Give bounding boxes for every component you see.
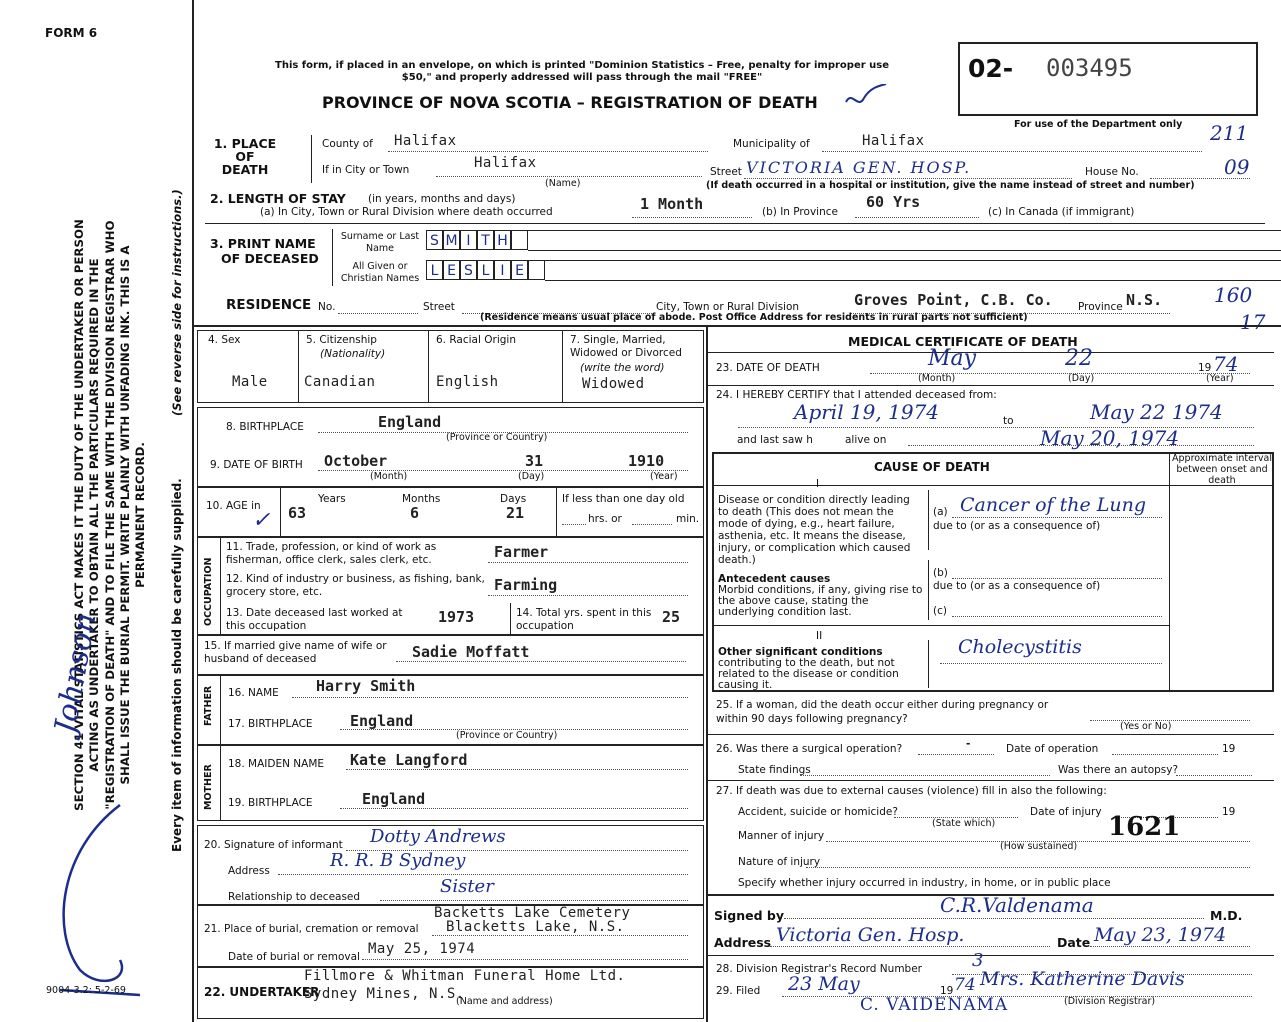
dob-month-caption: (Month) (370, 471, 408, 482)
father-name-label: 16. NAME (228, 687, 279, 699)
date-of-injury-label: Date of injury (1030, 806, 1102, 818)
death-year-caption: (Year) (1206, 373, 1234, 384)
given-cell: E (511, 260, 528, 280)
county-label: County of (322, 138, 373, 150)
birthplace-label: 8. BIRTHPLACE (226, 421, 304, 433)
racial-origin-value: English (436, 374, 499, 390)
surgical-op-answer: - (966, 738, 971, 750)
given-cell (528, 260, 545, 280)
city-value: Halifax (474, 155, 537, 171)
given-cell: I (494, 260, 511, 280)
record-number: 3 (972, 950, 984, 971)
md-label: M.D. (1210, 908, 1243, 923)
cause-c-label: (c) (933, 605, 947, 617)
dob-month: October (324, 452, 388, 470)
certify-label: 24. I HEREBY CERTIFY that I attended deceased from: (716, 389, 997, 401)
relationship-value: Sister (440, 876, 494, 897)
occupation-side-label: OCCUPATION (203, 557, 214, 626)
surname-cell: T (477, 230, 494, 250)
disease-label: Disease or condition directly leading to death (This does not mean the mode of dying, e.g., heart failure, asthenia, etc. It means the disease, injury, or complication which caused death.) (718, 494, 911, 566)
of-deceased-label: OF DECEASED (221, 251, 319, 266)
physician-date-label: Date (1057, 935, 1091, 950)
citizenship-label: 5. Citizenship (306, 334, 377, 346)
residence-city-label: City, Town or Rural Division (656, 301, 800, 313)
dept-use-label: For use of the Department only (1014, 119, 1183, 130)
city-label: If in City or Town (322, 164, 410, 176)
title-check-mark (842, 84, 888, 110)
street-value: VICTORIA GEN. HOSP. (746, 158, 972, 177)
age-years-label: Years (318, 493, 346, 505)
father-name-value: Harry Smith (316, 677, 416, 695)
physician-address-label: Address (714, 935, 772, 950)
marital-value: Widowed (582, 376, 645, 392)
residence-label: RESIDENCE (226, 297, 312, 313)
registrar-signature: Mrs. Katherine Davis (980, 968, 1185, 990)
nationality-sub: (Nationality) (320, 348, 386, 360)
surname-cell: S (426, 230, 443, 250)
every-item-note: Every item of information should be carefully supplied. (170, 478, 184, 852)
state-findings-label: State findings (738, 764, 811, 776)
house-value: 09 (1224, 155, 1250, 179)
undertaker-caption: (Name and address) (456, 996, 553, 1007)
stay-a-value: 1 Month (640, 195, 704, 213)
physician-date: May 23, 1974 (1094, 924, 1227, 946)
given-cell: E (443, 260, 460, 280)
burial-place-label: 21. Place of burial, cremation or removal (204, 923, 419, 935)
hours-label: hrs. or (588, 513, 622, 525)
autopsy-label: Was there an autopsy? (1058, 764, 1179, 776)
mother-birthplace-label: 19. BIRTHPLACE (228, 797, 313, 809)
cause-a-label: (a) (933, 506, 948, 518)
last-worked-label: 13. Date deceased last worked at this occupation (226, 607, 403, 632)
attended-to: May 22 1974 (1090, 400, 1223, 424)
sex-label: 4. Sex (208, 334, 241, 346)
burial-date-label: Date of burial or removal (228, 951, 360, 963)
given-cell: L (477, 260, 494, 280)
residence-province-label: Province (1078, 301, 1123, 313)
cause-of-death-title: CAUSE OF DEATH (874, 460, 990, 474)
citizenship-value: Canadian (304, 374, 376, 390)
age-months-label: Months (402, 493, 441, 505)
margin-scribble (20, 790, 150, 1010)
cause-b-label: (b) (933, 567, 948, 579)
physician-address: Victoria Gen. Hosp. (776, 924, 965, 946)
trade-label: 11. Trade, profession, or kind of work as fisherman, office clerk, sales clerk, etc. (226, 541, 437, 566)
total-years-label: 14. Total yrs. spent in this occupation (516, 607, 652, 632)
form-title: PROVINCE OF NOVA SCOTIA – REGISTRATION OF DEATH (322, 93, 818, 112)
other-conditions-label: Other significant conditions (718, 646, 883, 658)
pregnancy-question: 25. If a woman, did the death occur either during pregnancy or within 90 days following pregnancy? (716, 699, 1049, 725)
age-months-value: 6 (410, 504, 420, 522)
given-cell: L (426, 260, 443, 280)
part-two-label: II (816, 630, 823, 642)
total-years-value: 25 (662, 608, 681, 626)
form-code: 9004-3.2: 5-2-69 (46, 985, 126, 996)
date-of-death-label: 23. DATE OF DEATH (716, 362, 820, 374)
statutory-instructions: SECTION 41 VITAL STATISTICS ACT MAKES IT THE DUTY OF THE UNDERTAKER OR PERSON ACTING AS UNDERTAKER TO OBTAIN ALL THE PARTICULARS REQUIRED IN THE "REGISTRATION OF DEATH" AND TO FILE THE SAME WITH THE DIVISION REGISTRAR WHO SHALL ISSUE THE BURIAL PERMIT. WRITE PLAINLY WITH UNFADING INK. THIS IS A PERMANENT RECORD. (72, 219, 148, 811)
death-year-prefix: 19 (1198, 362, 1212, 374)
operation-year-prefix: 19 (1222, 743, 1236, 755)
father-birthplace-label: 17. BIRTHPLACE (228, 718, 313, 730)
state-which-caption: (State which) (932, 818, 996, 829)
mother-side-label: MOTHER (203, 764, 214, 810)
dob-year: 1910 (628, 452, 665, 470)
father-bp-caption: (Province or Country) (456, 730, 558, 741)
sex-value: Male (232, 374, 268, 390)
mother-maiden-value: Kate Langford (350, 751, 468, 769)
injury-place-label: Specify whether injury occurred in industry, in home, or in public place (738, 877, 1111, 889)
trade-value: Farmer (494, 543, 549, 561)
house-label: House No. (1085, 166, 1139, 178)
less-than-day-label: If less than one day old (562, 493, 685, 505)
marital-sub: (write the word) (580, 362, 665, 374)
how-sustained-caption: (How sustained) (1000, 841, 1078, 852)
due-to-b-label: due to (or as a consequence of) (933, 580, 1101, 592)
given-names-label: All Given or Christian Names (340, 261, 420, 284)
date-of-operation-label: Date of operation (1006, 743, 1099, 755)
to-label: to (1003, 415, 1014, 427)
last-worked-value: 1973 (438, 608, 475, 626)
surname-cell: I (460, 230, 477, 250)
manner-label: Manner of injury (738, 830, 825, 842)
accident-label: Accident, suicide or homicide? (738, 806, 898, 818)
cause-a-value: Cancer of the Lung (960, 494, 1147, 516)
external-causes-question: 27. If death was due to external causes (violence) fill in also the following: (716, 785, 1107, 797)
undertaker-line1: Fillmore & Whitman Funeral Home Ltd. (304, 968, 626, 984)
age-days-value: 21 (506, 504, 525, 522)
nature-label: Nature of injury (738, 856, 821, 868)
dob-label: 9. DATE OF BIRTH (210, 459, 303, 471)
registrar-caption: (Division Registrar) (1064, 996, 1156, 1007)
surname-label: Surname or Last Name (340, 231, 420, 254)
marital-label: 7. Single, Married, Widowed or Divorced (570, 334, 682, 359)
death-year: 74 (1213, 352, 1239, 376)
death-month-caption: (Month) (918, 373, 956, 384)
stay-b-value: 60 Yrs (866, 193, 921, 211)
attended-from: April 19, 1974 (794, 400, 940, 424)
length-of-stay-label: 2. LENGTH OF STAY (210, 191, 346, 206)
industry-label: 12. Kind of industry or business, as fishing, bank, grocery store, etc. (226, 573, 485, 598)
stay-c-label: (c) In Canada (if immigrant) (988, 206, 1135, 218)
residence-city-value: Groves Point, C.B. Co. (854, 291, 1053, 309)
dob-year-caption: (Year) (650, 471, 678, 482)
instructions-block (72, 205, 182, 825)
margin-divider (192, 0, 194, 1022)
margin-signature: Johnson (48, 610, 104, 737)
form-number: FORM 6 (45, 26, 98, 40)
printed-physician-name: C. VAIDENAMA (860, 995, 1009, 1015)
death-day-caption: (Day) (1068, 373, 1095, 384)
filed-date: 23 May (788, 973, 860, 995)
sec1-bracket (311, 135, 312, 183)
racial-origin-label: 6. Racial Origin (436, 334, 516, 346)
residence-no-label: No. (318, 301, 336, 313)
antecedent-label: Antecedent causes (718, 573, 831, 585)
age-label: 10. AGE in (206, 500, 261, 512)
burial-date-value: May 25, 1974 (368, 941, 476, 957)
birthplace-caption: (Province or Country) (446, 432, 548, 443)
age-days-label: Days (500, 493, 527, 505)
death-day: 22 (1065, 346, 1093, 371)
mother-maiden-label: 18. MAIDEN NAME (228, 758, 325, 770)
physician-signature: C.R.Valdenama (940, 893, 1094, 917)
reg-prefix: 02- (968, 54, 1014, 83)
residence-street-label: Street (423, 301, 455, 313)
mailing-notice: This form, if placed in an envelope, on which is printed "Dominion Statistics – Free, penalty for improper use $50," and properly addressed will pass through the mail "FREE" (275, 60, 889, 83)
dob-day-caption: (Day) (518, 471, 545, 482)
reg-number: 003495 (1046, 54, 1133, 82)
other-conditions-value: Cholecystitis (958, 636, 1082, 658)
residence-code-1: 160 (1214, 283, 1253, 307)
medical-certificate-title: MEDICAL CERTIFICATE OF DEATH (848, 334, 1078, 349)
other-conditions-desc: contributing to the death, but not related to the disease or condition causing it. (718, 657, 899, 691)
print-name-label: 3. PRINT NAME (210, 236, 316, 251)
surname-cell (511, 230, 528, 250)
relationship-label: Relationship to deceased (228, 891, 361, 903)
municipality-label: Municipality of (733, 138, 810, 150)
alive-on-label: alive on (845, 434, 887, 446)
informant-signature-label: 20. Signature of informant (204, 839, 343, 851)
burial-place-line1: Backetts Lake Cemetery (434, 905, 631, 921)
filed-label: 29. Filed (716, 985, 761, 997)
residence-code-2: 17 (1240, 310, 1266, 334)
hospital-note: (If death occurred in a hospital or institution, give the name instead of street and number) (706, 180, 1195, 191)
industry-value: Farming (494, 576, 558, 594)
injury-year-prefix: 19 (1222, 806, 1236, 818)
dob-day: 31 (525, 452, 544, 470)
birthplace-value: England (378, 413, 442, 431)
age-years-value: 63 (288, 504, 307, 522)
burial-place-line2: Blacketts Lake, N.S. (446, 919, 625, 935)
residence-note: (Residence means usual place of abode. Post Office Address for residents in rural parts not sufficient) (480, 312, 1028, 323)
undertaker-label: 22. UNDERTAKER (204, 985, 320, 999)
last-seen-date: May 20, 1974 (1040, 426, 1180, 450)
due-to-a-label: due to (or as a consequence of) (933, 520, 1101, 532)
age-checkmark: ✓ (252, 508, 271, 533)
stay-a-label: (a) In City, Town or Rural Division where death occurred (260, 206, 553, 218)
filed-year-prefix: 19 (940, 985, 954, 997)
record-number-label: 28. Division Registrar's Record Number (716, 963, 922, 975)
residence-province-value: N.S. (1126, 291, 1163, 309)
stay-b-label: (b) In Province (762, 206, 838, 218)
last-saw-label: and last saw h (737, 434, 813, 446)
surname-cell: M (443, 230, 460, 250)
dept-code: 211 (1210, 121, 1249, 145)
antecedent-desc: Morbid conditions, if any, giving rise to the above cause, stating the underlying condition last. (718, 584, 923, 618)
name-caption: (Name) (545, 178, 581, 189)
father-side-label: FATHER (203, 685, 214, 726)
place-of-death-label: 1. PLACE OF DEATH (213, 136, 277, 177)
see-reverse-note: (See reverse side for instructions.) (170, 189, 184, 416)
informant-address: R. R. B Sydney (330, 850, 466, 871)
surname-cell: H (494, 230, 511, 250)
informant-address-label: Address (228, 865, 270, 877)
informant-signature: Dotty Andrews (370, 826, 506, 847)
injury-code: 1621 (1108, 812, 1181, 842)
part-one-label: I (816, 478, 820, 490)
stay-units-note: (in years, months and days) (368, 193, 516, 205)
death-month: May (928, 346, 977, 371)
spouse-value: Sadie Moffatt (412, 643, 530, 661)
surgical-op-question: 26. Was there a surgical operation? (716, 743, 903, 755)
filed-year: 74 (954, 975, 976, 995)
mother-birthplace-value: England (362, 790, 426, 808)
minutes-label: min. (676, 513, 700, 525)
undertaker-line2: Sydney Mines, N.S. (304, 986, 465, 1002)
father-birthplace-value: England (350, 712, 414, 730)
yes-no-caption: (Yes or No) (1120, 721, 1172, 732)
county-value: Halifax (394, 133, 457, 149)
spouse-label: 15. If married give name of wife or husband of deceased (204, 640, 387, 665)
given-cell: S (460, 260, 477, 280)
signed-by-label: Signed by (714, 908, 785, 923)
municipality-value: Halifax (862, 133, 925, 149)
street-label: Street (710, 166, 742, 178)
interval-label: Approximate interval between onset and death (1172, 453, 1272, 486)
